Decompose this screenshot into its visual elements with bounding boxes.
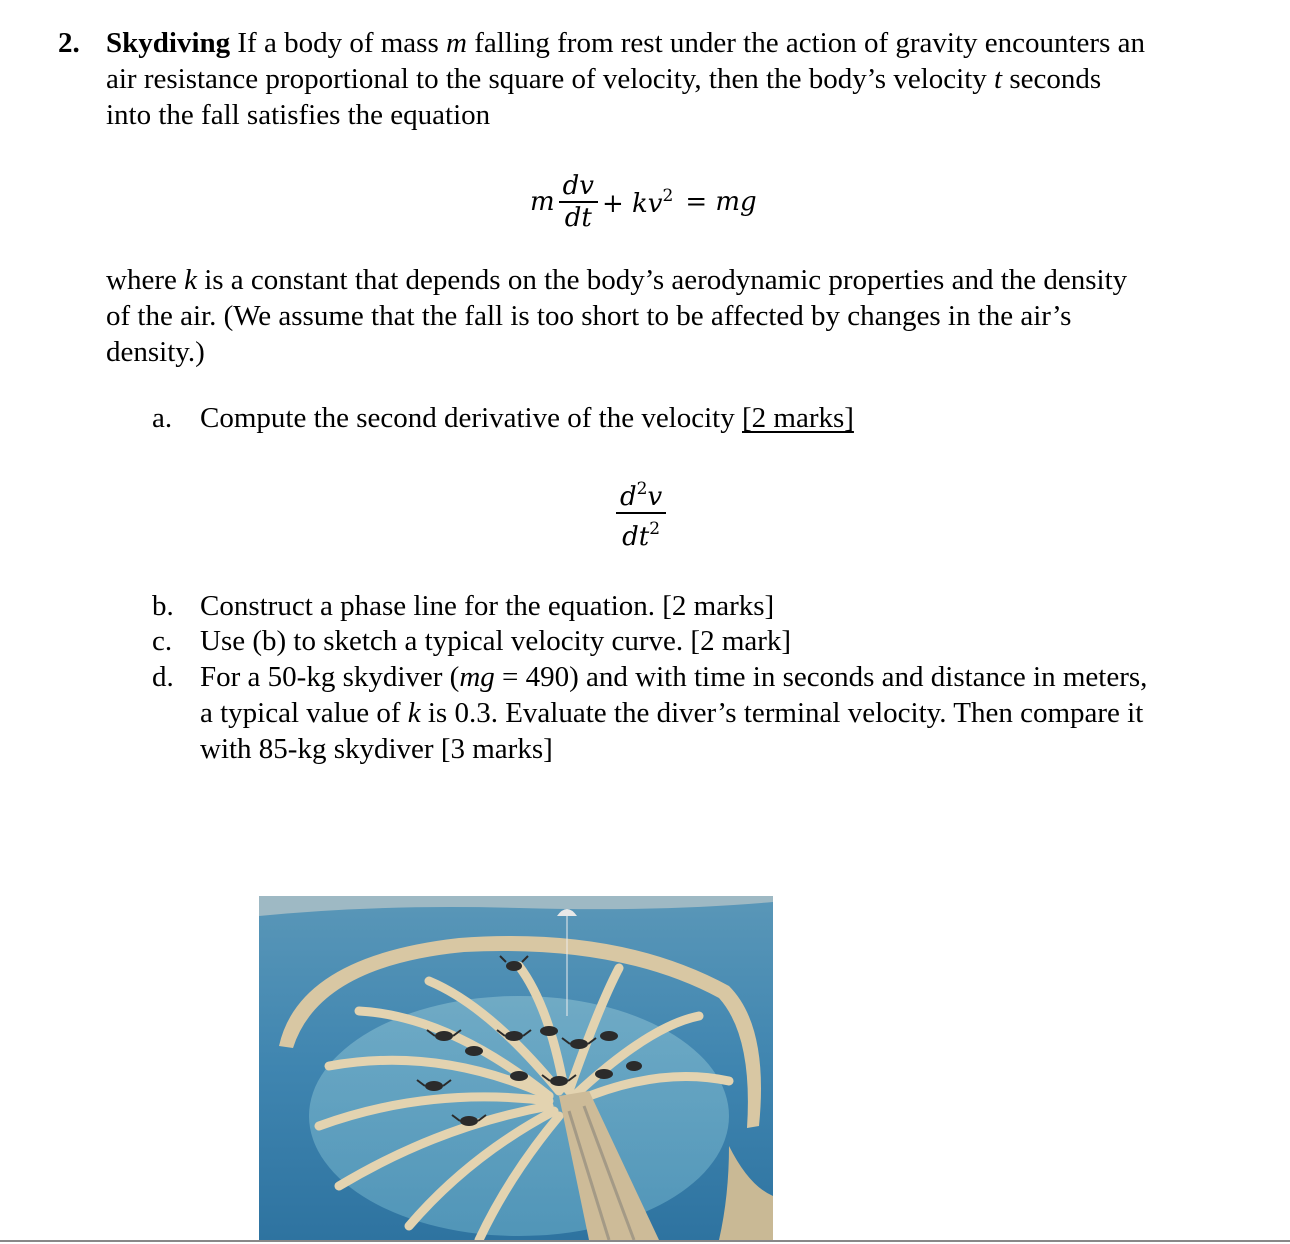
intro-text: falling from rest under the action of gravity encounters an <box>466 27 1145 59</box>
eq1-denominator: dt <box>564 202 592 233</box>
eq1-m: m <box>530 187 555 217</box>
intro-text: air resistance proportional to the square of velocity, then the body’s velocity <box>106 63 994 95</box>
part-c-text: Use (b) to sketch a typical velocity curve. [2 mark] <box>200 625 792 657</box>
part-d-line-1 <box>200 659 1230 695</box>
problem-number: 2. <box>58 27 80 59</box>
where-paragraph <box>106 262 1226 370</box>
intro-text: seconds <box>1002 63 1102 95</box>
var-k: k <box>184 264 197 296</box>
where-line-1 <box>106 262 1226 298</box>
eq2-num-exponent: 2 <box>636 479 648 499</box>
part-c-letter: c. <box>152 625 173 657</box>
part-a-marks: [2 marks] <box>741 402 854 434</box>
intro-line-1 <box>106 25 1226 61</box>
eq2-denominator <box>618 514 664 552</box>
intro-text: If a body of mass <box>230 27 446 59</box>
differential-equation <box>530 166 757 238</box>
part-b-letter: b. <box>152 590 174 622</box>
eq2-fraction <box>616 474 666 552</box>
part-b-text: Construct a phase line for the equation. [2 marks] <box>200 590 775 622</box>
part-d-line-2 <box>200 695 1230 731</box>
part-d-text-seg: = 490) and with time in seconds and distance in meters, <box>494 661 1148 693</box>
problem-title: Skydiving <box>106 27 231 59</box>
intro-line-2 <box>106 61 1226 97</box>
part-d-text-seg: For a 50-kg skydiver ( <box>200 661 460 693</box>
part-d-text-seg: a typical value of <box>200 697 408 729</box>
where-text: is a constant that depends on the body’s aerodynamic properties and the density <box>196 264 1128 296</box>
intro-line-3: into the fall satisfies the equation <box>106 99 491 131</box>
second-derivative-expression <box>612 474 670 552</box>
part-d-letter: d. <box>152 661 174 693</box>
photo-illustration <box>259 896 773 1240</box>
var-mg: mg <box>459 661 495 693</box>
where-text: where <box>106 264 185 296</box>
part-d-text <box>200 659 1230 767</box>
part-d-text-seg: is 0.3. Evaluate the diver’s terminal velocity. Then compare it <box>420 697 1144 729</box>
var-m: m <box>445 27 467 59</box>
part-a-question: Compute the second derivative of the velocity <box>200 402 742 434</box>
part-d-line-3: with 85-kg skydiver [3 marks] <box>200 733 553 765</box>
eq2-den-exponent: 2 <box>649 518 661 539</box>
part-a-letter: a. <box>152 402 173 434</box>
eq1-exponent: 2 <box>662 185 674 206</box>
eq1-rhs: = mg <box>685 187 757 217</box>
eq1-fraction <box>559 171 598 233</box>
eq1-kv: + kv <box>602 188 663 219</box>
eq2-dt: dt <box>622 521 650 552</box>
skydivers-over-palm-island-photo <box>259 896 773 1240</box>
eq2-d: d <box>620 482 637 512</box>
var-t: t <box>994 63 1003 95</box>
eq1-numerator: dv <box>562 171 594 202</box>
page-bottom-rule <box>0 1240 1290 1242</box>
problem-intro <box>106 25 1226 133</box>
where-line-2: of the air. (We assume that the fall is too short to be affected by changes in the air’s <box>106 300 1072 332</box>
part-a-text <box>200 400 1230 436</box>
eq1-plus-term <box>602 186 673 219</box>
where-line-3: density.) <box>106 336 205 368</box>
eq2-v: v <box>647 482 663 512</box>
eq2-numerator <box>616 474 666 512</box>
var-k: k <box>407 697 421 729</box>
